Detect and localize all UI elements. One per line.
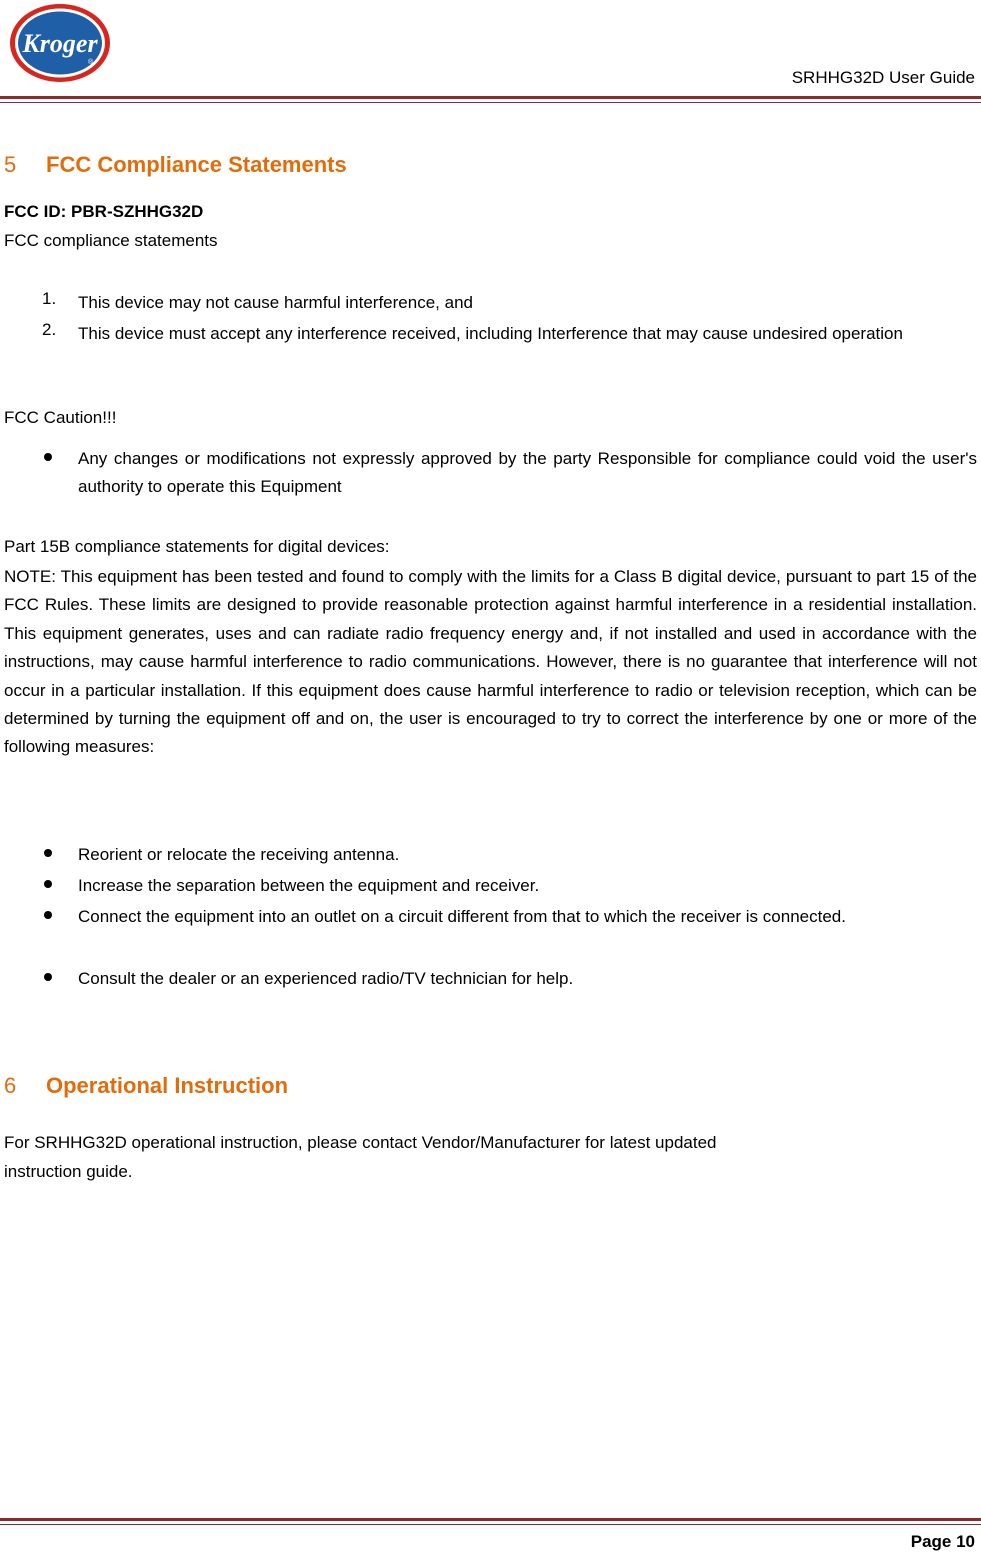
numbered-text: This device must accept any interference received, including Interference that may cause undesired operation [78, 324, 903, 343]
bullet-text: Connect the equipment into an outlet on a circuit different from that to which the receiver is connected. [78, 907, 846, 926]
part15-title: Part 15B compliance statements for digital devices: [4, 537, 390, 556]
bullet-item [0, 445, 977, 501]
bullet-text: Increase the separation between the equipment and receiver. [78, 876, 540, 895]
bullet-item [0, 903, 977, 959]
header-rule-thin [0, 102, 981, 103]
bullet-icon [44, 911, 52, 919]
fcc-note-paragraph: NOTE: This equipment has been tested and found to comply with the limits for a Class B digital device, pursuant to part 15 of the FCC Rules. These limits are designed to provide reasonable protection against harmful interference in a residential installation. This equipment generates, uses and can radiate radio frequency energy and, if not installed and used in accordance with the instructions, may cause harmful interference to radio communications. However, there is no guarantee that interference will not occur in a particular installation. If this equipment does cause harmful interference to radio or television reception, which can be determined by turning the equipment off and on, the user is encouraged to try to correct the interference by one or more of the following measures: [4, 567, 977, 757]
bullet-text: Consult the dealer or an experienced radio/TV technician for help. [78, 969, 574, 988]
svg-text:®: ® [88, 59, 94, 66]
logo-wordmark: Kroger [22, 29, 98, 58]
numbered-marker: 2. [42, 320, 57, 339]
fcc-subtitle: FCC compliance statements [4, 231, 218, 250]
section-5-number: 5 [4, 152, 17, 177]
caution-title: FCC Caution!!! [4, 408, 117, 427]
page-number: Page 10 [910, 1532, 975, 1551]
numbered-item [0, 320, 977, 376]
fcc-id: FCC ID: PBR-SZHHG32D [4, 202, 204, 221]
kroger-logo [8, 2, 112, 84]
bullet-item [0, 872, 977, 900]
bullet-item [0, 841, 977, 869]
section-6-heading [4, 1073, 288, 1099]
section-5-heading [4, 152, 347, 178]
bullet-item [0, 965, 977, 993]
footer-rule-thick [0, 1518, 981, 1521]
section-6-body: instruction guide. [4, 1162, 133, 1181]
section-5-title: FCC Compliance Statements [46, 152, 347, 177]
header-rule-thick [0, 96, 981, 99]
bullet-icon [44, 453, 52, 461]
numbered-text: This device may not cause harmful interference, and [78, 293, 473, 312]
bullet-text: Any changes or modifications not expressly approved by the party Responsible for compliance could void the user's authority to operate this Equipment [78, 449, 977, 496]
document-title: SRHHG32D User Guide [791, 68, 975, 87]
numbered-item [0, 289, 977, 317]
section-6-title: Operational Instruction [46, 1073, 289, 1098]
kroger-logo-icon [8, 2, 112, 84]
bullet-icon [44, 849, 52, 857]
numbered-marker: 1. [42, 289, 57, 308]
bullet-text: Reorient or relocate the receiving antenna. [78, 845, 400, 864]
bullet-icon [44, 973, 52, 981]
section-6-number: 6 [4, 1073, 17, 1098]
footer-rule-thin [0, 1524, 981, 1525]
bullet-icon [44, 880, 52, 888]
section-6-body: For SRHHG32D operational instruction, please contact Vendor/Manufacturer for latest updated [4, 1133, 717, 1152]
